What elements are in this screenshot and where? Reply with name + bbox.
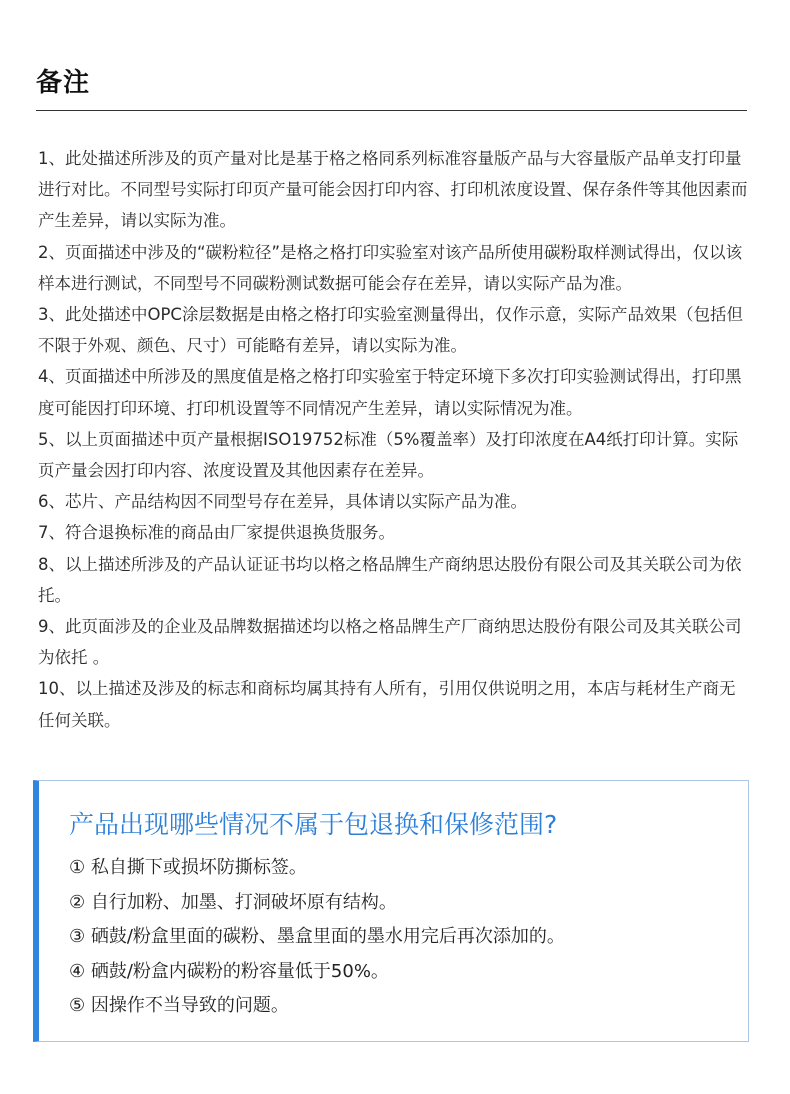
note-item-6: 6、芯片、产品结构因不同型号存在差异，具体请以实际产品为准。: [38, 492, 527, 512]
exclusion-item-3: ③ 硒鼓/粉盒里面的碳粉、墨盒里面的墨水用完后再次添加的。: [69, 926, 565, 947]
note-item-1: 1、此处描述所涉及的页产量对比是基于格之格同系列标准容量版产品与大容量版产品单支打印量进行对比。不同型号实际打印页产量可能会因打印内容、打印机浓度设置、保存条件等其他因素而产生差异，请以实际为准。: [38, 149, 748, 231]
note-item-9: 9、此页面涉及的企业及品牌数据描述均以格之格品牌生产厂商纳思达股份有限公司及其关联公司为依托 。: [38, 617, 742, 668]
warranty-exclusion-list: [69, 851, 565, 1024]
exclusion-item-1: ① 私自撕下或损坏防撕标签。: [69, 857, 307, 878]
note-item-3: 3、此处描述中OPC涂层数据是由格之格打印实验室测量得出，仅作示意，实际产品效果（包括但不限于外观、颜色、尺寸）可能略有差异，请以实际为准。: [38, 305, 743, 356]
warranty-exclusion-title: 产品出现哪些情况不属于包退换和保修范围?: [69, 810, 558, 839]
note-item-7: 7、符合退换标准的商品由厂家提供退换货服务。: [38, 523, 395, 543]
notes-title: 备注: [36, 68, 91, 98]
note-item-8: 8、以上描述所涉及的产品认证证书均以格之格品牌生产商纳思达股份有限公司及其关联公司为依托。: [38, 554, 742, 605]
notes-list: [38, 143, 750, 736]
exclusion-item-5: ⑤ 因操作不当导致的问题。: [69, 995, 289, 1016]
notes-divider: [36, 110, 747, 111]
note-item-5: 5、以上页面描述中页产量根据ISO19752标准（5%覆盖率）及打印浓度在A4纸打印计算。实际页产量会因打印内容、浓度设置及其他因素存在差异。: [38, 429, 739, 481]
exclusion-item-4: ④ 硒鼓/粉盒内碳粉的粉容量低于50%。: [69, 960, 389, 982]
note-item-2: 2、页面描述中涉及的“碳粉粒径”是格之格打印实验室对该产品所使用碳粉取样测试得出，仅以该样本进行测试，不同型号不同碳粉测试数据可能会存在差异，请以实际产品为准。: [38, 242, 743, 293]
note-item-4: 4、页面描述中所涉及的黑度值是格之格打印实验室于特定环境下多次打印实验测试得出，打印黑度可能因打印环境、打印机设置等不同情况产生差异，请以实际情况为准。: [38, 367, 742, 418]
note-item-10: 10、以上描述及涉及的标志和商标均属其持有人所有，引用仅供说明之用，本店与耗材生产商无任何关联。: [38, 679, 736, 730]
exclusion-item-2: ② 自行加粉、加墨、打洞破坏原有结构。: [69, 891, 397, 913]
warranty-exclusion-box: [33, 780, 749, 1042]
